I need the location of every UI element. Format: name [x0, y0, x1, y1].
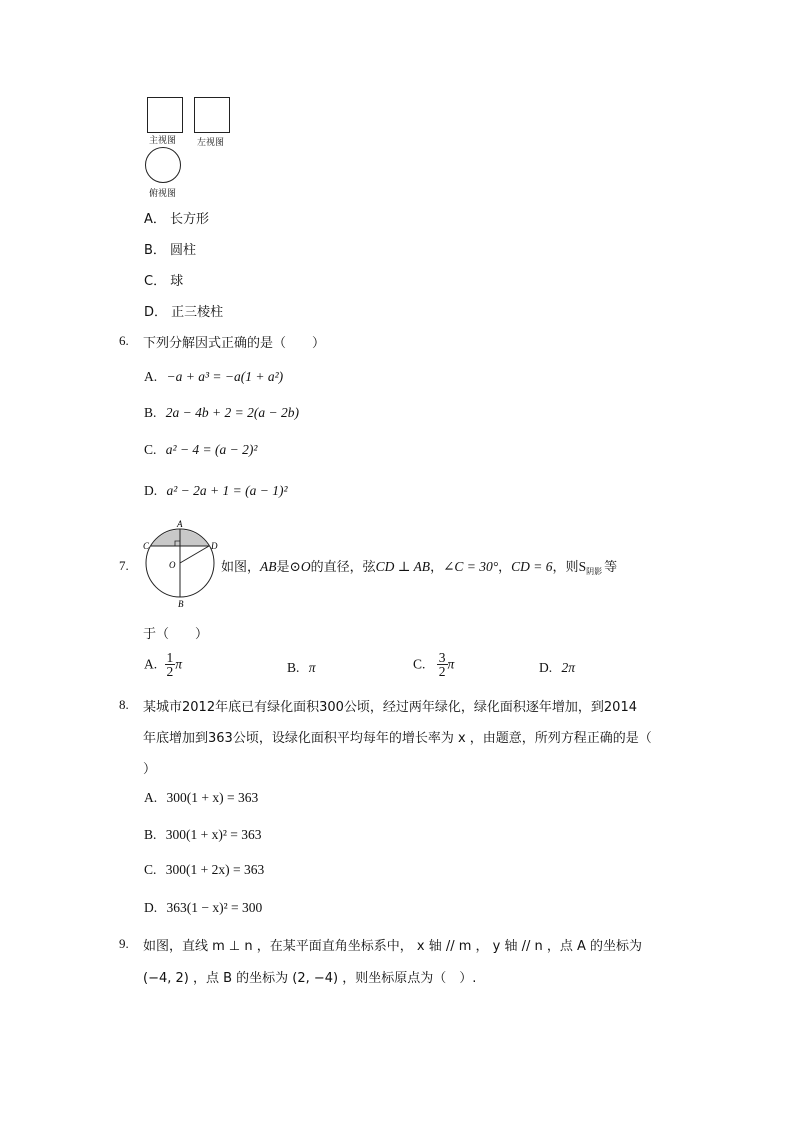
q7-stem-text-3: 的直径，弦	[310, 560, 376, 575]
q8-option-a-expr: 300(1 + x) = 363	[166, 790, 259, 805]
q6-option-a-label: A.	[144, 369, 158, 384]
q7-option-d-label: D.	[539, 660, 553, 675]
q7-stem-s: S	[578, 559, 587, 574]
q7-option-b[interactable]	[287, 660, 316, 676]
q7-option-c-pi: π	[447, 656, 455, 672]
q6-option-b-expr: 2a − 4b + 2 = 2(a − 2b)	[165, 405, 299, 420]
q8-option-b-label: B.	[144, 827, 157, 842]
q7-option-a-numerator: 1	[166, 650, 174, 665]
q7-option-d[interactable]	[539, 660, 575, 676]
q7-stem-circle: ⊙O	[289, 559, 311, 574]
q9-line2: (−4, 2) ，点 B 的坐标为 (2, −4) ，则坐标原点为（ ）.	[143, 971, 477, 986]
q7-option-c[interactable]	[413, 651, 454, 678]
front-view-label: 主视图	[149, 136, 177, 146]
q8-option-b-expr: 300(1 + x)² = 363	[165, 827, 262, 842]
q6-option-a-expr: −a + a³ = −a(1 + a²)	[166, 369, 284, 384]
q7-option-a-fraction	[165, 651, 176, 678]
q7-stem-text-1: 如图，	[221, 560, 261, 575]
q6-option-c-expr: a² − 4 = (a − 2)²	[165, 442, 258, 457]
q7-stem-s-subscript: 阴影	[586, 567, 603, 576]
q7-stem-ab: AB	[260, 559, 277, 574]
q6-option-b-label: B.	[144, 405, 157, 420]
q7-option-b-label: B.	[287, 660, 300, 675]
label-d: D	[211, 541, 218, 551]
q8-option-c-expr: 300(1 + 2x) = 363	[165, 862, 265, 877]
q6-option-b[interactable]	[144, 405, 299, 421]
q7-option-a-label: A.	[144, 656, 158, 672]
top-view-label: 俯视图	[149, 189, 177, 199]
left-view-label: 左视图	[197, 138, 225, 148]
label-o: O	[169, 560, 176, 570]
q7-stem-angle-c: ∠C = 30°	[443, 559, 499, 574]
q7-circle-figure	[138, 516, 228, 610]
label-c: C	[143, 541, 150, 551]
q8-option-c[interactable]	[144, 862, 264, 878]
q8-option-d-expr: 363(1 − x)² = 300	[166, 900, 263, 915]
q8-option-d[interactable]	[144, 900, 262, 916]
q7-option-c-fraction	[437, 651, 448, 678]
q8-line2: 年底增加到363公顷，设绿化面积平均每年的增长率为 x ，由题意，所列方程正确的是（	[143, 731, 652, 746]
label-b: B	[178, 599, 184, 609]
q7-stem-text-2: 是	[276, 560, 290, 575]
q7-option-b-expr: π	[308, 660, 316, 675]
q6-number: 6.	[119, 333, 129, 348]
q7-stem-comma-1: ，	[430, 560, 444, 575]
q7-option-c-numerator: 3	[438, 650, 446, 665]
q9-line1: 如图，直线 m ⊥ n ，在某平面直角坐标系中， x 轴 // m ， y 轴 // n ，点 A 的坐标为	[143, 939, 643, 954]
q7-number: 7.	[119, 558, 129, 573]
q8-option-d-label: D.	[144, 900, 158, 915]
q7-option-a-pi: π	[175, 656, 183, 672]
left-view-square	[194, 97, 230, 133]
q8-number: 8.	[119, 697, 129, 712]
q6-option-c[interactable]	[144, 442, 257, 458]
q6-option-d-expr: a² − 2a + 1 = (a − 1)²	[166, 483, 288, 498]
q7-option-a[interactable]	[144, 651, 182, 678]
q8-option-c-label: C.	[144, 862, 157, 877]
q7-stem-line2: 于（ ）	[143, 627, 209, 642]
top-view-circle	[144, 146, 182, 184]
q5-option-d[interactable]: D． 正三棱柱	[144, 305, 224, 320]
label-a: A	[177, 519, 183, 529]
q7-option-c-denominator: 2	[438, 664, 446, 679]
q8-option-a-label: A.	[144, 790, 158, 805]
q8-option-b[interactable]	[144, 827, 262, 843]
q6-stem: 下列分解因式正确的是（ ）	[143, 336, 326, 351]
q7-stem-cd-length: CD = 6	[511, 559, 553, 574]
q7-option-c-label: C.	[413, 656, 426, 672]
q6-option-d[interactable]	[144, 483, 288, 499]
q7-option-d-expr: 2π	[561, 660, 576, 675]
q5-option-c[interactable]: C． 球	[144, 274, 184, 289]
q7-stem-line1	[221, 556, 617, 577]
q8-line3: ）	[143, 762, 157, 777]
q9-number: 9.	[119, 936, 129, 951]
q6-option-d-label: D.	[144, 483, 158, 498]
radius-od	[180, 546, 209, 563]
front-view-square	[147, 97, 183, 133]
q7-stem-text-4: ，则	[552, 560, 579, 575]
q6-option-a[interactable]	[144, 369, 283, 385]
q7-stem-cd-perp-ab: CD ⊥ AB	[375, 559, 431, 574]
q7-option-a-denominator: 2	[166, 664, 174, 679]
q6-option-c-label: C.	[144, 442, 157, 457]
q8-line1: 某城市2012年底已有绿化面积300公顷，经过两年绿化，绿化面积逐年增加，到2014	[143, 700, 637, 715]
q7-stem-text-5: 等	[604, 560, 618, 575]
q5-option-b[interactable]: B． 圆柱	[144, 243, 197, 258]
q5-option-a[interactable]: A． 长方形	[144, 212, 210, 227]
q8-option-a[interactable]	[144, 790, 258, 806]
q7-stem-comma-2: ，	[498, 560, 512, 575]
